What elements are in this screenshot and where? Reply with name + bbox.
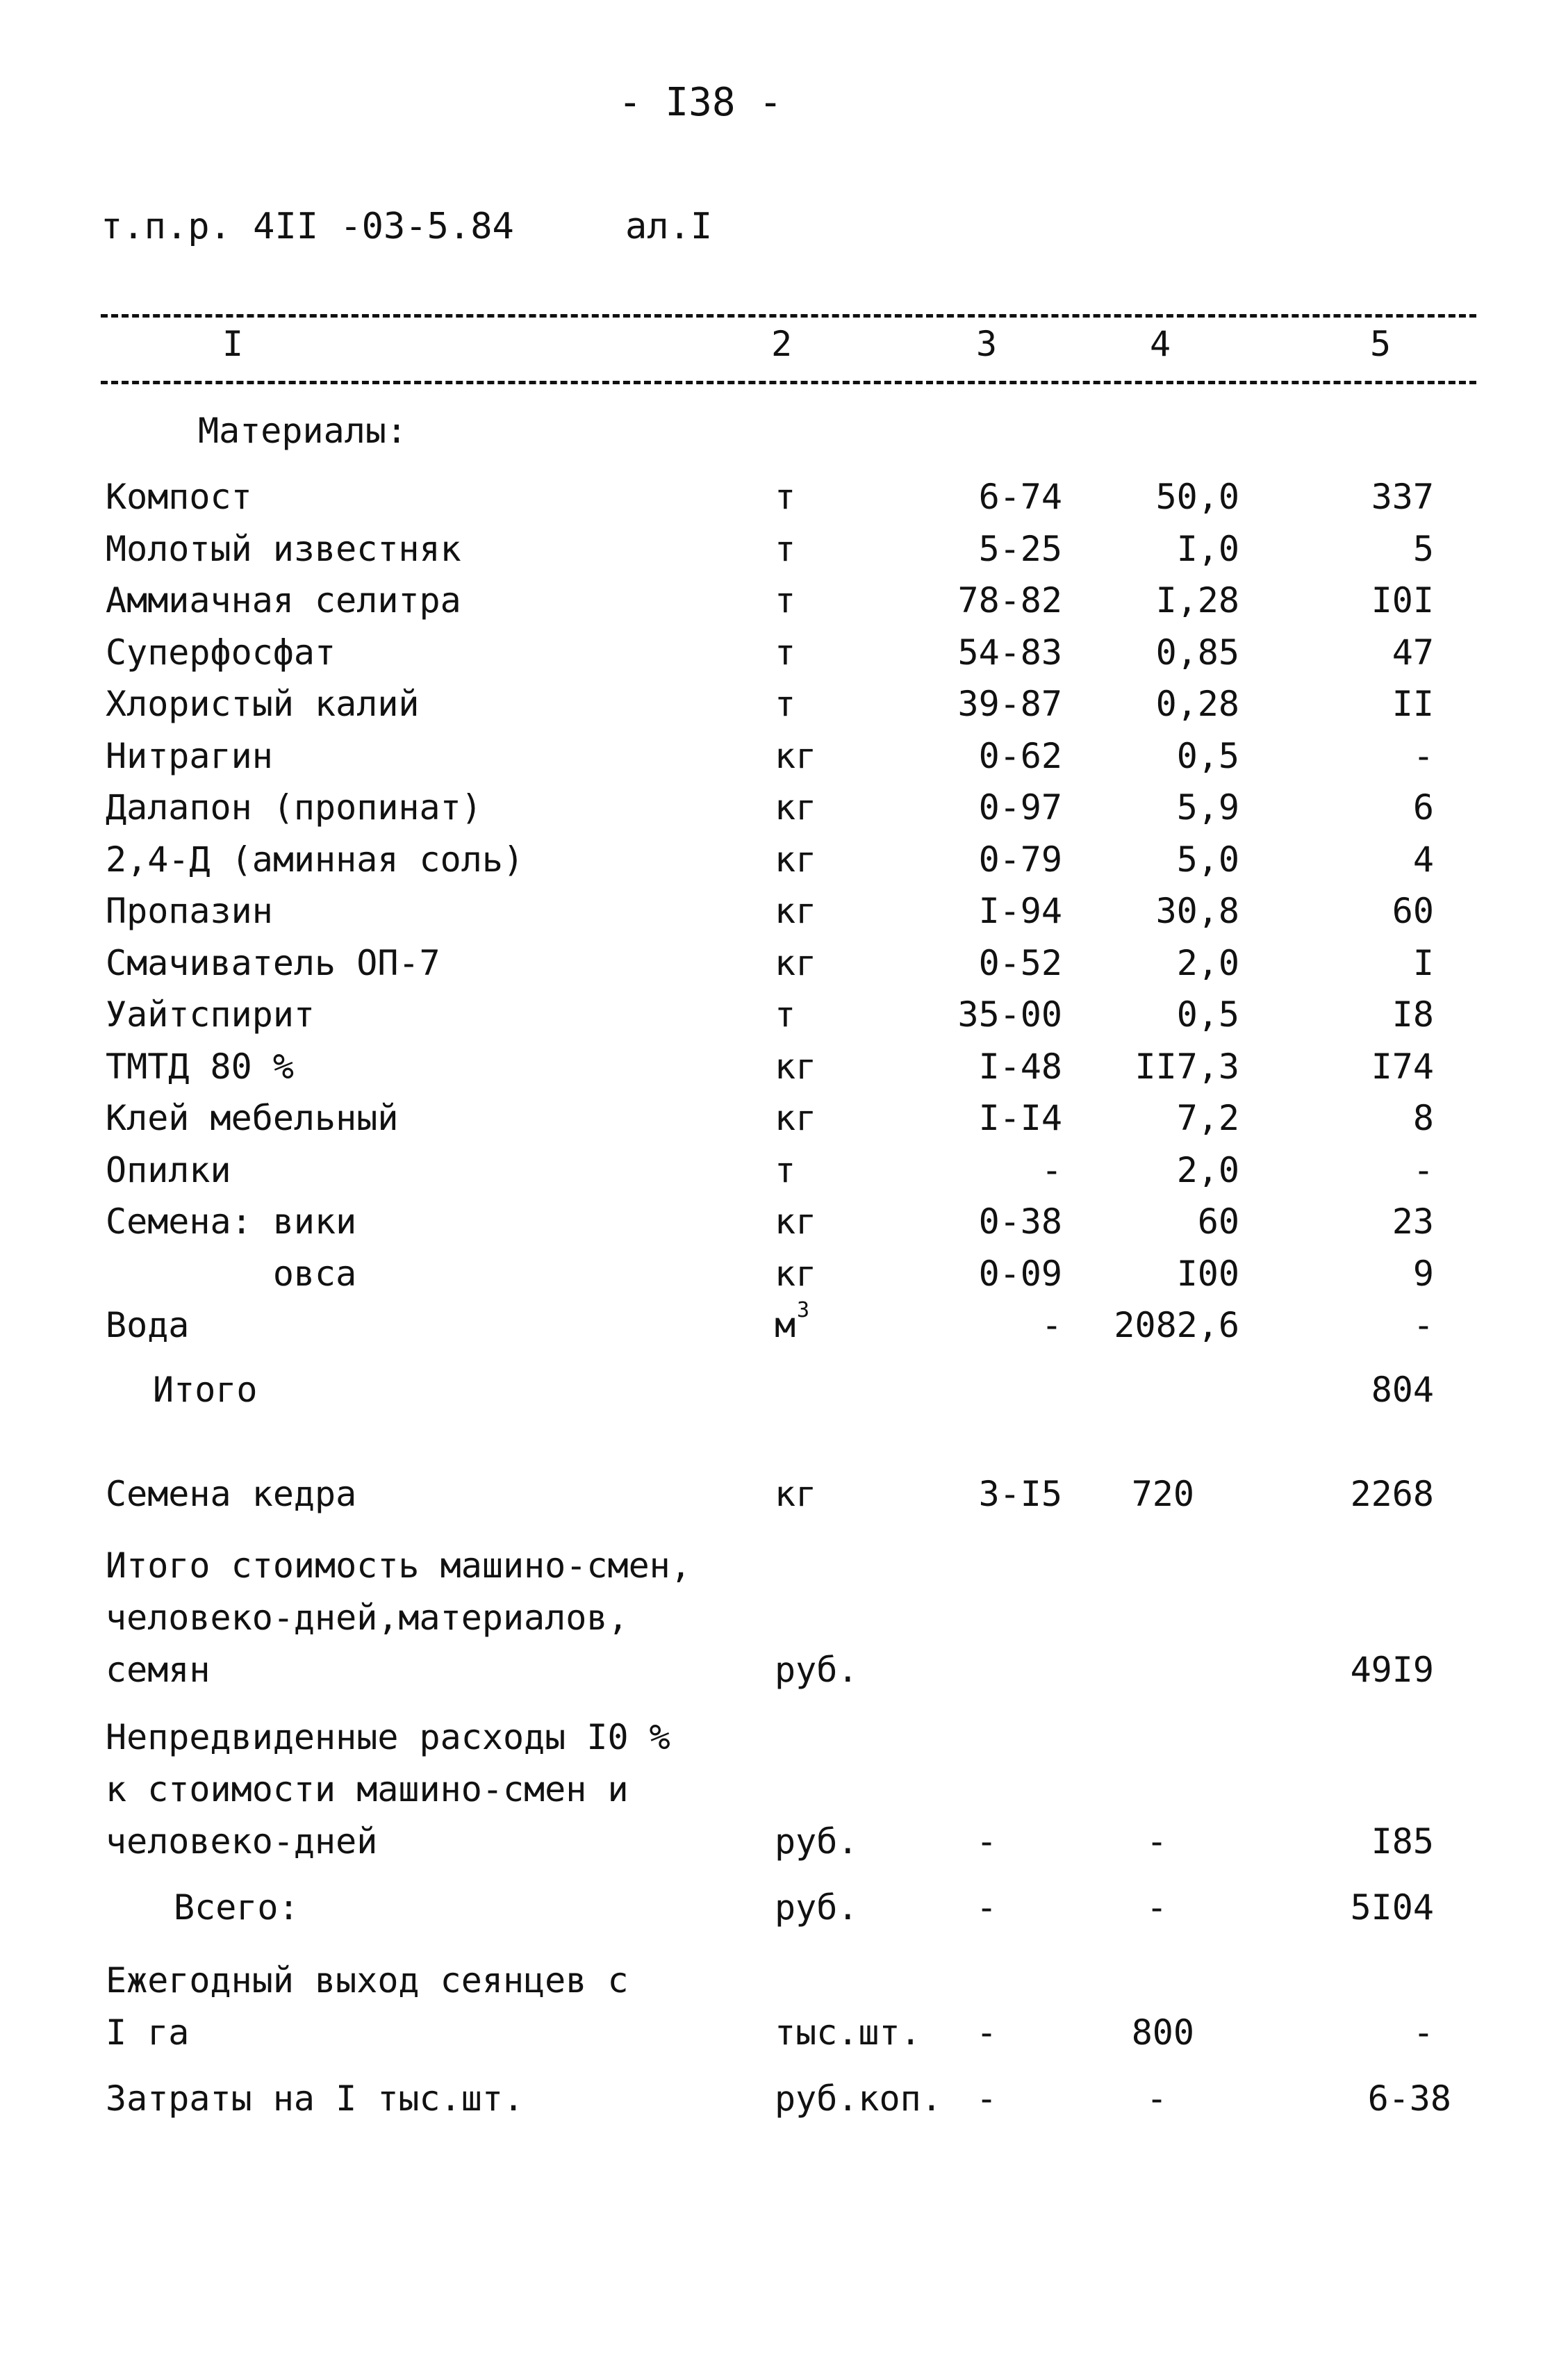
material-qty: 60 <box>1197 1201 1239 1242</box>
material-cost: I <box>1412 943 1434 983</box>
table-row <box>0 684 1559 728</box>
material-cost: 47 <box>1392 632 1434 673</box>
material-cost: I8 <box>1392 994 1434 1035</box>
material-qty: 0,28 <box>1155 684 1239 724</box>
material-name: Вода <box>106 1305 190 1345</box>
material-price: 0-38 <box>978 1201 1062 1242</box>
per-thousand-qty: - <box>1146 2078 1168 2119</box>
table-row <box>0 943 1559 987</box>
unforeseen-cost: I85 <box>1371 1821 1434 1862</box>
material-cost: - <box>1412 736 1434 776</box>
material-cost: - <box>1412 1305 1434 1345</box>
grand-total-cost: 5I04 <box>1350 1887 1434 1928</box>
material-cost: 9 <box>1412 1254 1434 1294</box>
material-qty: 2082,6 <box>1114 1305 1239 1345</box>
material-name: 2,4-Д (аминная соль) <box>106 839 525 880</box>
per-thousand-row <box>0 2078 1559 2123</box>
yield-line-1: Ежегодный выход сеянцев с <box>106 1960 629 2001</box>
material-unit: т <box>775 580 796 621</box>
material-name: Семена: вики <box>106 1201 357 1242</box>
material-unit: кг <box>775 891 817 931</box>
material-unit: т <box>775 1150 796 1190</box>
unit-superscript: 3 <box>797 1298 810 1322</box>
header-top-rule <box>101 314 1476 318</box>
table-row <box>0 632 1559 677</box>
material-price: 6-74 <box>978 477 1062 517</box>
material-cost: 337 <box>1371 477 1434 517</box>
total-cost-line-1: Итого стоимость машино-смен, <box>106 1545 691 1586</box>
material-cost: II <box>1392 684 1434 724</box>
material-name: Далапон (пропинат) <box>106 787 482 828</box>
material-price: 0-09 <box>978 1254 1062 1294</box>
per-thousand-price: - <box>976 2078 998 2119</box>
unforeseen-line-1: Непредвиденные расходы I0 % <box>106 1717 670 1757</box>
material-name: Нитрагин <box>106 736 273 776</box>
material-price: 54-83 <box>957 632 1062 673</box>
material-cost: I0I <box>1371 580 1434 621</box>
material-cost: 23 <box>1392 1201 1434 1242</box>
unforeseen-line-3: человеко-дней <box>106 1821 378 1862</box>
seeds-row <box>0 1474 1559 1518</box>
material-qty: 50,0 <box>1155 477 1239 517</box>
material-price: - <box>1041 1150 1062 1190</box>
table-row <box>0 1150 1559 1195</box>
seeds-cost: 2268 <box>1350 1474 1434 1514</box>
per-thousand-unit: руб.коп. <box>775 2078 942 2119</box>
column-header-5: 5 <box>1370 324 1392 364</box>
material-qty: 5,0 <box>1176 839 1239 880</box>
material-cost: 5 <box>1412 529 1434 569</box>
material-price: 39-87 <box>957 684 1062 724</box>
material-name: Смачиватель ОП-7 <box>106 943 440 983</box>
material-unit: кг <box>775 736 817 776</box>
page-number: - I38 - <box>618 80 783 125</box>
section-title: Материалы: <box>198 411 408 451</box>
column-header-4: 4 <box>1150 324 1171 364</box>
material-cost: - <box>1412 1150 1434 1190</box>
table-row <box>0 839 1559 884</box>
table-row <box>0 580 1559 625</box>
material-price: 78-82 <box>957 580 1062 621</box>
material-price: 0-79 <box>978 839 1062 880</box>
table-row <box>0 479 1559 521</box>
material-cost: 4 <box>1412 839 1434 880</box>
column-header-2: 2 <box>771 324 793 364</box>
material-price: 35-00 <box>957 994 1062 1035</box>
sheet-reference: ал.I <box>625 206 713 247</box>
material-qty: I,28 <box>1155 580 1239 621</box>
table-row <box>0 1049 1559 1091</box>
material-cost: 60 <box>1392 891 1434 931</box>
material-name: Опилки <box>106 1150 231 1190</box>
material-price: 0-52 <box>978 943 1062 983</box>
material-unit: т <box>775 477 796 517</box>
material-cost: I74 <box>1371 1047 1434 1087</box>
material-price: 0-62 <box>978 736 1062 776</box>
material-unit: кг <box>775 839 817 880</box>
material-unit: кг <box>775 1201 817 1242</box>
subtotal-label: Итого <box>153 1370 258 1410</box>
material-qty: I00 <box>1176 1254 1239 1294</box>
material-unit: кг <box>775 1254 817 1294</box>
material-unit: т <box>775 632 796 673</box>
material-name: Суперфосфат <box>106 632 336 673</box>
material-name: ТМТД 80 % <box>106 1047 294 1087</box>
material-unit: м <box>775 1305 796 1345</box>
material-unit: кг <box>775 787 817 828</box>
header-bottom-rule <box>101 381 1476 384</box>
per-thousand-label: Затраты на I тыс.шт. <box>106 2078 525 2119</box>
table-row <box>0 1298 1559 1349</box>
grand-total-row <box>0 1887 1559 1932</box>
column-header-1: I <box>222 324 244 364</box>
per-thousand-cost: 6-38 <box>1367 2078 1451 2119</box>
material-price: I-I4 <box>978 1098 1062 1138</box>
material-qty: 0,5 <box>1176 994 1239 1035</box>
material-name: Компост <box>106 477 252 517</box>
document-reference: т.п.р. 4II -03-5.84 <box>101 206 514 247</box>
total-cost-unit: руб. <box>775 1650 859 1690</box>
grand-total-qty: - <box>1146 1887 1168 1928</box>
subtotal-row <box>0 1372 1559 1414</box>
column-header-3: 3 <box>976 324 998 364</box>
material-price: - <box>1041 1305 1062 1345</box>
yield-qty: 800 <box>1131 2012 1194 2053</box>
material-name: Уайтспирит <box>106 994 315 1035</box>
material-price: 0-97 <box>978 787 1062 828</box>
material-qty: II7,3 <box>1135 1047 1239 1087</box>
yield-price: - <box>976 2012 998 2053</box>
table-row <box>0 787 1559 832</box>
material-qty: 30,8 <box>1155 891 1239 931</box>
material-name: Хлористый калий <box>106 684 420 724</box>
material-qty: I,0 <box>1176 529 1239 569</box>
material-unit: т <box>775 529 796 569</box>
material-name: Молотый известняк <box>106 529 461 569</box>
grand-total-unit: руб. <box>775 1887 859 1928</box>
material-unit: кг <box>775 1047 817 1087</box>
table-row <box>0 1201 1559 1246</box>
seeds-unit: кг <box>775 1474 817 1514</box>
material-name: овса <box>106 1254 357 1294</box>
unforeseen-qty: - <box>1146 1821 1168 1862</box>
material-qty: 7,2 <box>1176 1098 1239 1138</box>
yield-unit: тыс.шт. <box>775 2012 921 2053</box>
table-row <box>0 891 1559 935</box>
seeds-name: Семена кедра <box>106 1474 357 1514</box>
material-name: Аммиачная селитра <box>106 580 461 621</box>
material-qty: 2,0 <box>1176 1150 1239 1190</box>
seeds-qty: 720 <box>1131 1474 1194 1514</box>
total-cost-line-3: семян <box>106 1650 211 1690</box>
table-row <box>0 529 1559 573</box>
column-header-row <box>0 324 1559 368</box>
material-cost: 8 <box>1412 1098 1434 1138</box>
table-row <box>0 736 1559 780</box>
material-unit: т <box>775 994 796 1035</box>
total-cost-line-2: человеко-дней,материалов, <box>106 1598 629 1638</box>
unforeseen-unit: руб. <box>775 1821 859 1862</box>
yield-cost: - <box>1412 2012 1434 2053</box>
material-qty: 0,5 <box>1176 736 1239 776</box>
grand-total-label: Всего: <box>174 1887 299 1928</box>
yield-line-2: I га <box>106 2012 190 2053</box>
material-qty: 5,9 <box>1176 787 1239 828</box>
table-row <box>0 1256 1559 1298</box>
table-row <box>0 994 1559 1039</box>
table-row <box>0 1098 1559 1142</box>
unforeseen-line-2: к стоимости машино-смен и <box>106 1769 629 1809</box>
material-name: Пропазин <box>106 891 273 931</box>
material-unit: т <box>775 684 796 724</box>
subtotal-cost: 804 <box>1371 1370 1434 1410</box>
material-cost: 6 <box>1412 787 1434 828</box>
material-price: I-48 <box>978 1047 1062 1087</box>
grand-total-price: - <box>976 1887 998 1928</box>
material-unit: кг <box>775 1098 817 1138</box>
material-price: I-94 <box>978 891 1062 931</box>
material-qty: 2,0 <box>1176 943 1239 983</box>
material-price: 5-25 <box>978 529 1062 569</box>
material-unit: кг <box>775 943 817 983</box>
seeds-price: 3-I5 <box>978 1474 1062 1514</box>
material-name: Клей мебельный <box>106 1098 399 1138</box>
unforeseen-price: - <box>976 1821 998 1862</box>
total-cost-value: 49I9 <box>1350 1650 1434 1690</box>
material-qty: 0,85 <box>1155 632 1239 673</box>
